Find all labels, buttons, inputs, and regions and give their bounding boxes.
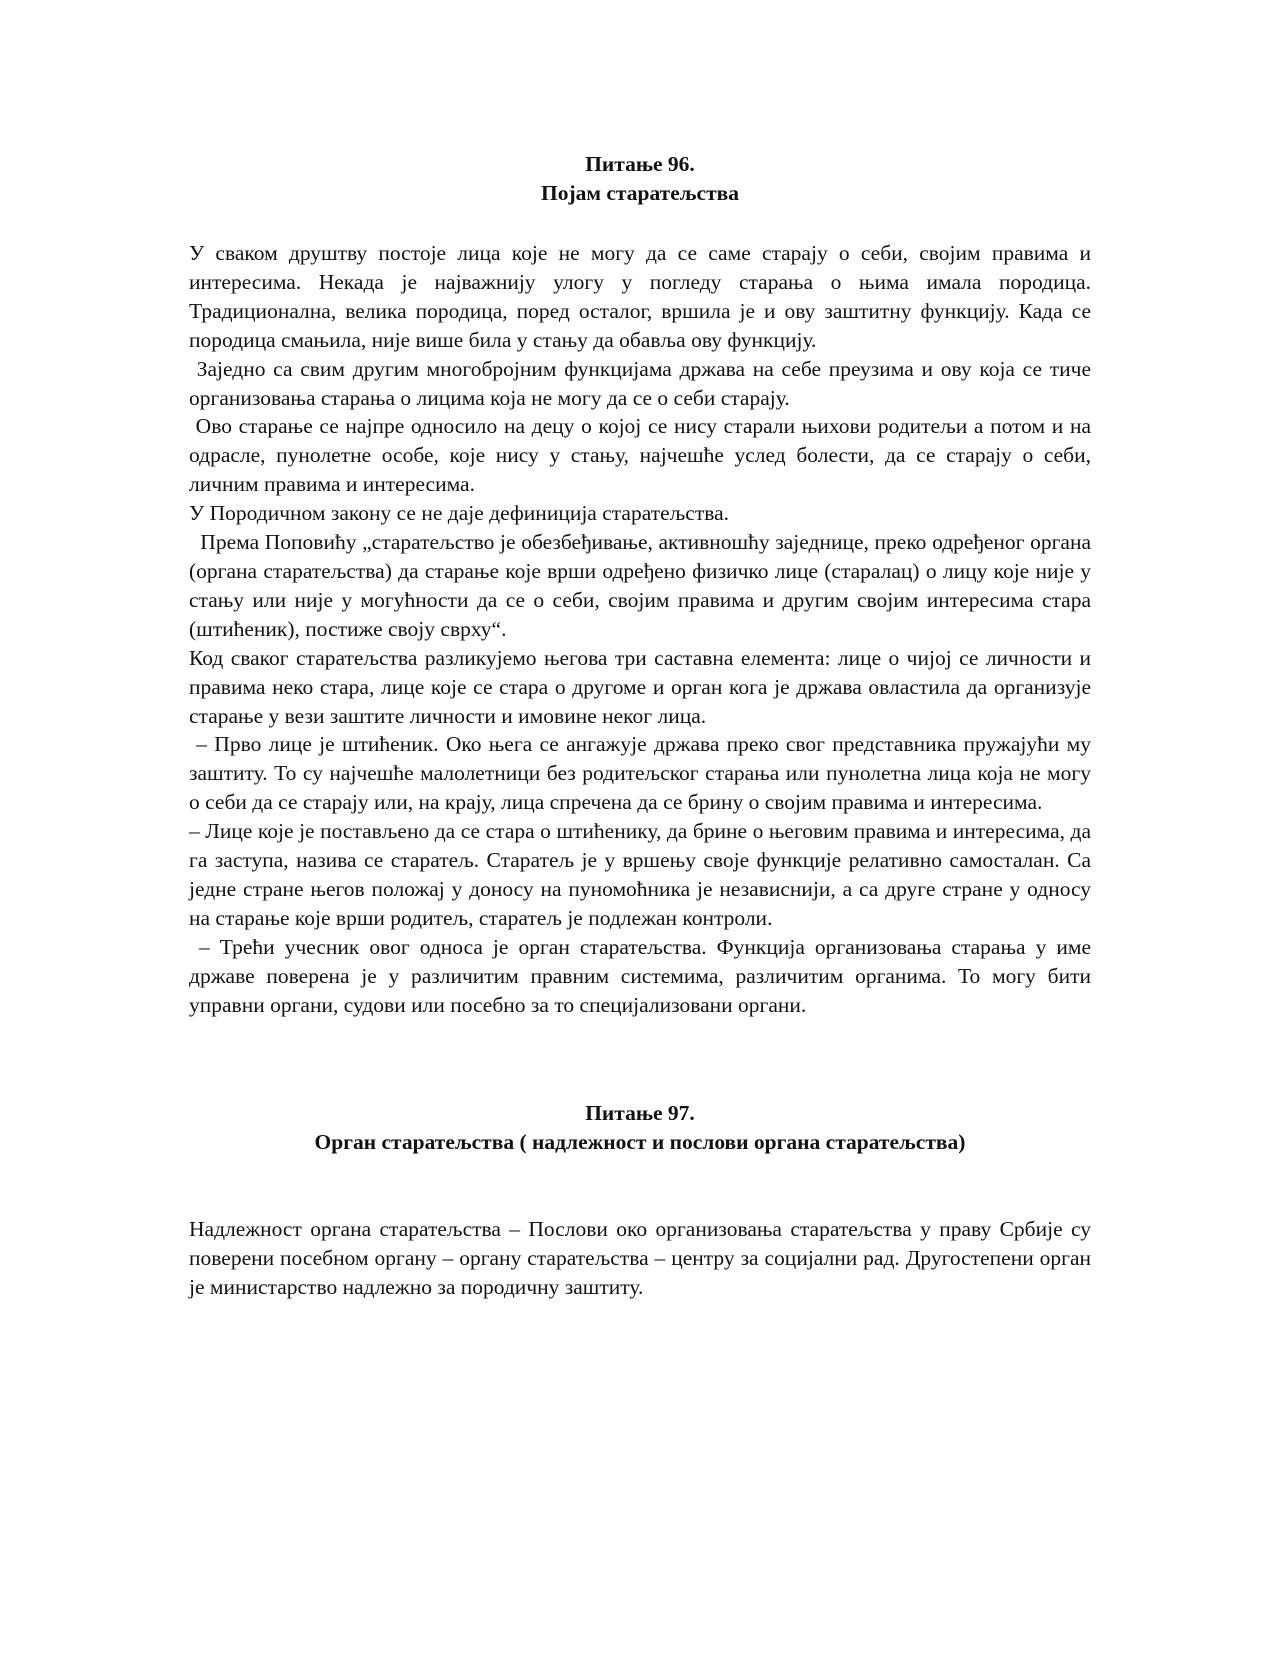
- paragraph: Према Поповићу „старатељство је обезбеђивање, активношћу заједнице, преко одређеног органа (органа старатељства) да старање које врши одређено физичко лице (старалац) о лицу које није у стању или није у могућности да се о себи, својим правима и другим својим интересима стара (штићеник), постиже своју сврху“.: [189, 530, 1097, 641]
- paragraph: – Трећи учесник овог односа је орган старатељства. Функција организовања старања у име државе поверена је у различитим правним системима, различитим органима. То могу бити управни органи, судови или посебно за то специјализовани органи.: [189, 934, 1097, 1017]
- paragraph: Заједно са свим другим многобројним функцијама држава на себе преузима и ову која се тиче организовања старања о лицима која не могу да се о себи старају.: [189, 356, 1097, 410]
- paragraph: Код сваког старатељства разликујемо његова три саставна елемента: лице о чијој се личности и правима неко стара, лице које се стара о другоме и орган кога је држава овластила да организује старање у вези заштите личности и имовине неког лица.: [189, 645, 1097, 728]
- question-title: Појам старатељства: [540, 181, 739, 205]
- question-number: Питање 96.: [585, 152, 695, 176]
- section-body: [189, 239, 1097, 1019]
- section-question-96: [189, 150, 1097, 1019]
- paragraph: У сваком друштву постоје лица које не могу да се саме старају о себи, својим правима и интересима. Некада је најважнију улогу у погледу старања о њима имала породица. Традиционална, велика породица, поред осталог, вршила је и ову заштитну функцију. Када се породица смањила, није више била у стању да обавља ову функцију.: [189, 241, 1097, 352]
- document-page: [189, 150, 1097, 1302]
- question-number: Питање 97.: [585, 1101, 695, 1126]
- paragraph: Ово старање се најпре односило на децу о којој се нису старали њихови родитељи а потом и на одрасле, пунолетне особе, које нису у стању, најчешће услед болести, да се старају о себи, личним правима и интересима.: [189, 414, 1097, 497]
- question-title: Орган старатељства ( надлежност и послови органа старатељства): [314, 1130, 966, 1155]
- section-body: [189, 1215, 1097, 1302]
- section-question-97: [189, 1099, 1097, 1302]
- paragraph: Надлежност органа старатељства – Послови око организовања старатељства у праву Србије су поверени посебном органу – органу старатељства – центру за социјални рад. Другостепени орган је министарство надлежно за породичну заштиту.: [189, 1217, 1097, 1300]
- paragraph: – Прво лице је штићеник. Око њега се ангажује држава преко свог представника пружајући му заштиту. То су најчешће малолетници без родитељског старања или пунолетна лица која не могу о себи да се старају или, на крају, лица спречена да се брину о својим правима и интересима.: [189, 732, 1097, 815]
- paragraph: – Лице које је постављено да се стара о штићенику, да брине о његовим правима и интересима, да га заступа, назива се старатељ. Старатељ је у вршењу своје функције релативно самосталан. Са једне стране његов положај у доносу на пуномоћника је независнији, а са друге стране у односу на старање које врши родитељ, старатељ је подлежан контроли.: [189, 819, 1097, 930]
- paragraph: У Породичном закону се не даје дефиниција старатељства.: [189, 501, 729, 526]
